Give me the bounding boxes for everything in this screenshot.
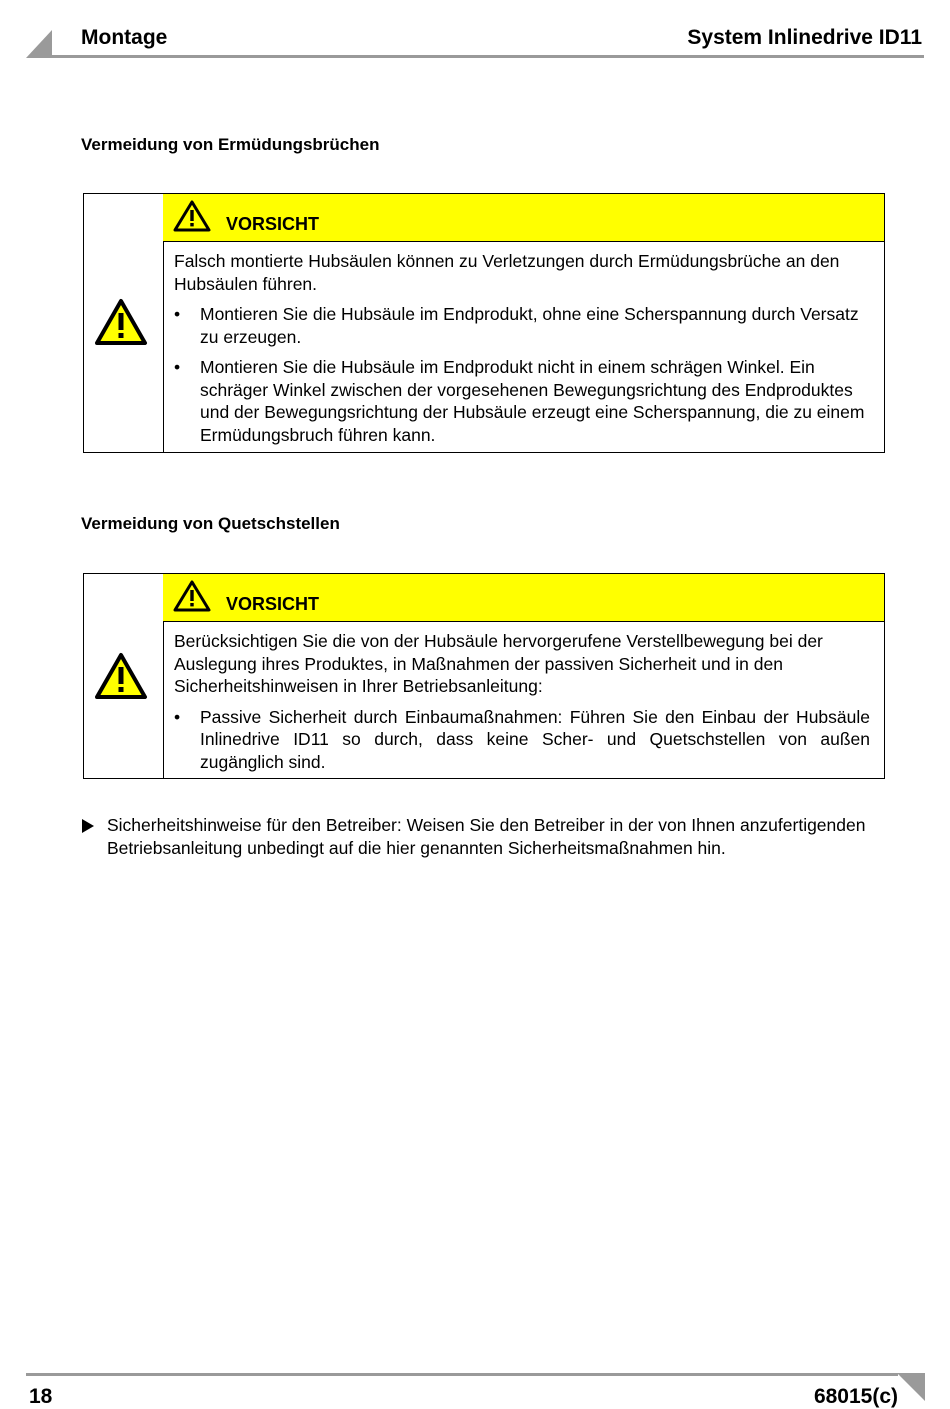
warning-body [174,630,870,781]
warning-bullet: • Montieren Sie die Hubsäule im Endprodukt nicht in einem schrägen Winkel. Ein schräger Winkel zwischen der vorgesehenen Bewegungsrichtung des Endproduktes und der Bewegungsrichtung der Hubsäule erzeugt eine Scherspannung, die zu einem Ermüdungsbruch führen kann. [174,357,865,445]
footer-rule [26,1373,898,1376]
warning-triangle-icon [94,652,148,700]
warning-triangle-icon [173,580,211,612]
warning-signal-word: VORSICHT [226,594,320,614]
header-rule [52,55,924,58]
warning-title-bar [163,574,884,622]
action-step-text: Sicherheitshinweise für den Betreiber: Weisen Sie den Betreiber in der von Ihnen anzufertigenden Betriebsanleitung unbedingt auf die hier genannten Sicherheitsmaßnahmen hin. [107,815,866,858]
header-corner-triangle [26,30,52,58]
warning-title-bar [163,194,884,242]
header-section-title: Montage [81,26,168,49]
warning-intro: Falsch montierte Hubsäulen können zu Verletzungen durch Ermüdungsbrüche an den Hubsäulen führen. [174,251,840,294]
section-heading-pinch: Vermeidung von Quetschstellen [81,514,340,533]
warning-bullet: • Montieren Sie die Hubsäule im Endprodukt, ohne eine Scherspannung durch Versatz zu erzeugen. [174,304,859,347]
warning-bullet-list [174,706,870,774]
warning-intro: Berücksichtigen Sie die von der Hubsäule hervorgerufene Verstellbewegung bei der Auslegung ihres Produktes, in Maßnahmen der passiven Sicherheit und in den Sicherheitshinweisen in Ihrer Betriebsanleitung: [174,631,823,696]
page-number: 18 [29,1385,53,1408]
warning-side-column [84,194,164,452]
header-product-title: System Inlinedrive ID11 [687,26,922,49]
document-id: 68015(c) [813,1385,898,1408]
warning-triangle-icon [94,298,148,346]
warning-bullet: • Passive Sicherheit durch Einbaumaßnahmen: Führen Sie den Einbau der Hubsäule Inlinedrive ID11 so durch, dass keine Scher- und Quetschstellen von außen zugänglich sind. [174,706,870,772]
warning-triangle-icon [173,200,211,232]
page-header [0,0,950,62]
action-arrow-icon [81,819,95,833]
warning-signal-word: VORSICHT [226,214,320,234]
footer-corner-triangle [897,1373,925,1401]
warning-box-fatigue [83,193,885,453]
warning-box-pinch [83,573,885,779]
section-heading-fatigue: Vermeidung von Ermüdungsbrüchen [81,135,380,154]
warning-side-column [84,574,164,778]
action-step [81,814,871,859]
warning-bullet-list [174,303,870,446]
warning-body [174,250,870,454]
